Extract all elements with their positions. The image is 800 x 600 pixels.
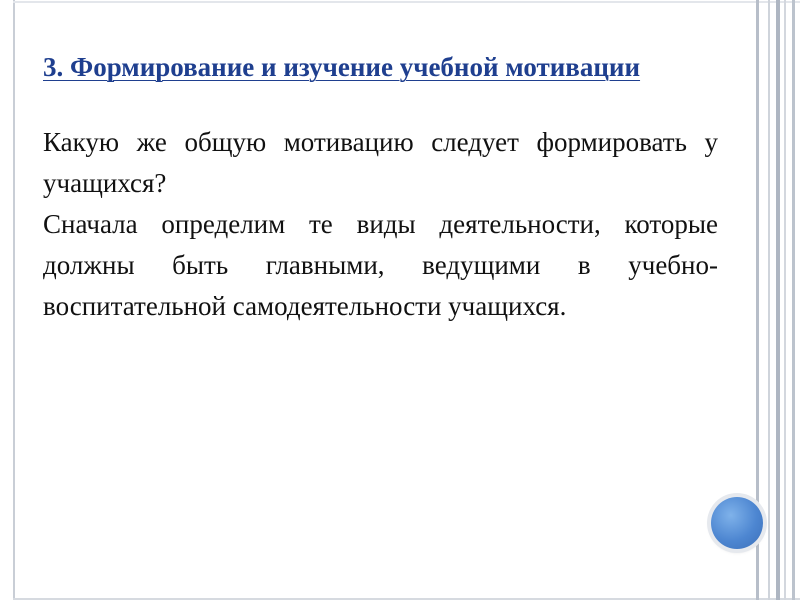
decorative-orb-icon <box>711 497 763 549</box>
decorative-stripe <box>768 0 770 600</box>
slide-frame-top <box>13 1 800 3</box>
decorative-stripe <box>784 0 786 600</box>
slide-content <box>43 48 718 327</box>
slide-frame-left <box>13 0 15 600</box>
body-paragraph: Какую же общую мотивацию следует формировать у учащихся? <box>43 127 718 198</box>
slide-title: 3. Формирование и изучение учебной мотивации <box>43 52 641 82</box>
body-paragraph: Сначала определим те виды деятельности, которые должны быть главными, ведущими в учебно-воспитательной самодеятельности учащихся. <box>43 209 718 321</box>
decorative-stripe <box>792 0 795 600</box>
decorative-stripe <box>776 0 780 600</box>
slide-body <box>43 122 718 327</box>
